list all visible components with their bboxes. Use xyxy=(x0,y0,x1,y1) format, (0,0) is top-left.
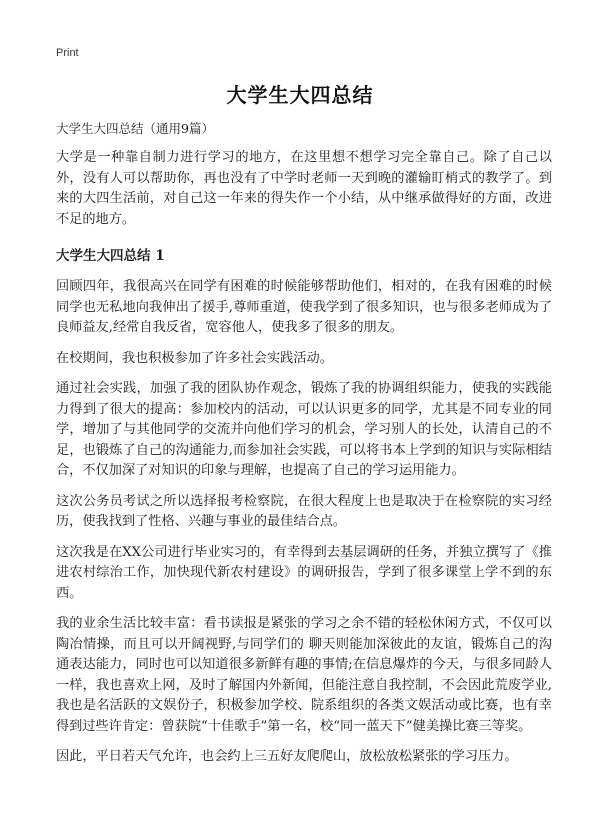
page-title: 大学生大四总结 xyxy=(226,83,374,107)
paragraph: 这次公务员考试之所以选择报考检察院，在很大程度上也是取决于在检察院的实习经历，使我找到了性格、兴趣与事业的最佳结合点。 xyxy=(56,493,552,529)
document-subtitle: 大学生大四总结（通用9篇） xyxy=(56,121,214,136)
intro-paragraph: 大学是一种靠自制力进行学习的地方，在这里想不想学习完全靠自己。除了自己以外，没有人可以帮助你，再也没有了中学时老师一天到晚的灌输盯梢式的教学了。到来的大四生活前，对自己这一年来的得失作一个小结，从中继承做得好的方面，改进不足的地方。 xyxy=(56,150,552,227)
paragraph: 回顾四年，我很高兴在同学有困难的时候能够帮助他们，相对的，在我有困难的时候同学也无私地向我伸出了援手,尊师重道，使我学到了很多知识，也与很多老师成为了良师益友,经常自我反省，宽容他人，使我多了很多的朋友。 xyxy=(56,279,552,335)
paragraph: 通过社会实践，加强了我的团队协作观念，锻炼了我的协调组织能力，使我的实践能力得到了很大的提高：参加校内的活动，可以认识更多的同学，尤其是不同专业的同学，增加了与其他同学的交流并向他们学习的机会，学习别人的长处，认清自己的不足，也锻炼了自己的沟通能力,而参加社会实践，可以将书本上学到的知识与实际相结合，不仅加深了对知识的印象与理解，也提高了自己的学习运用能力。 xyxy=(56,381,552,478)
paragraph: 因此，平日若天气允许，也会约上三五好友爬爬山，放松放松紧张的学习压力。 xyxy=(56,749,518,764)
paragraph: 在校期间，我也积极参加了许多社会实践活动。 xyxy=(56,350,333,366)
article-body xyxy=(56,120,552,778)
print-label[interactable]: Print xyxy=(56,47,79,59)
paragraph: 我的业余生活比较丰富：看书读报是紧张的学习之余不错的轻松休闲方式，不仅可以陶冶情操，而且可以开阔视野,与同学们的 聊天则能加深彼此的友谊，锻炼自己的沟通表达能力，同时也可以知道很多新鲜有趣的事情;在信息爆炸的今天，与很多同龄人一样，我也喜欢上网，及时了解国内外新闻，但能注意自我控制，不会因此荒废学业,我也是名活跃的文娱份子，积极参加学校、院系组织的各类文娱活动或比赛，也有幸得到过些许肯定：曾获院“十佳歌手”第一名，校“同一蓝天下”健美操比赛三等奖。 xyxy=(56,616,552,734)
section-heading: 大学生大四总结 1 xyxy=(56,248,165,264)
paragraph: 这次我是在XX公司进行毕业实习的，有幸得到去基层调研的任务，并独立撰写了《推进农村综治工作，加快现代新农村建设》的调研报告，学到了很多课堂上学不到的东西。 xyxy=(56,544,552,601)
